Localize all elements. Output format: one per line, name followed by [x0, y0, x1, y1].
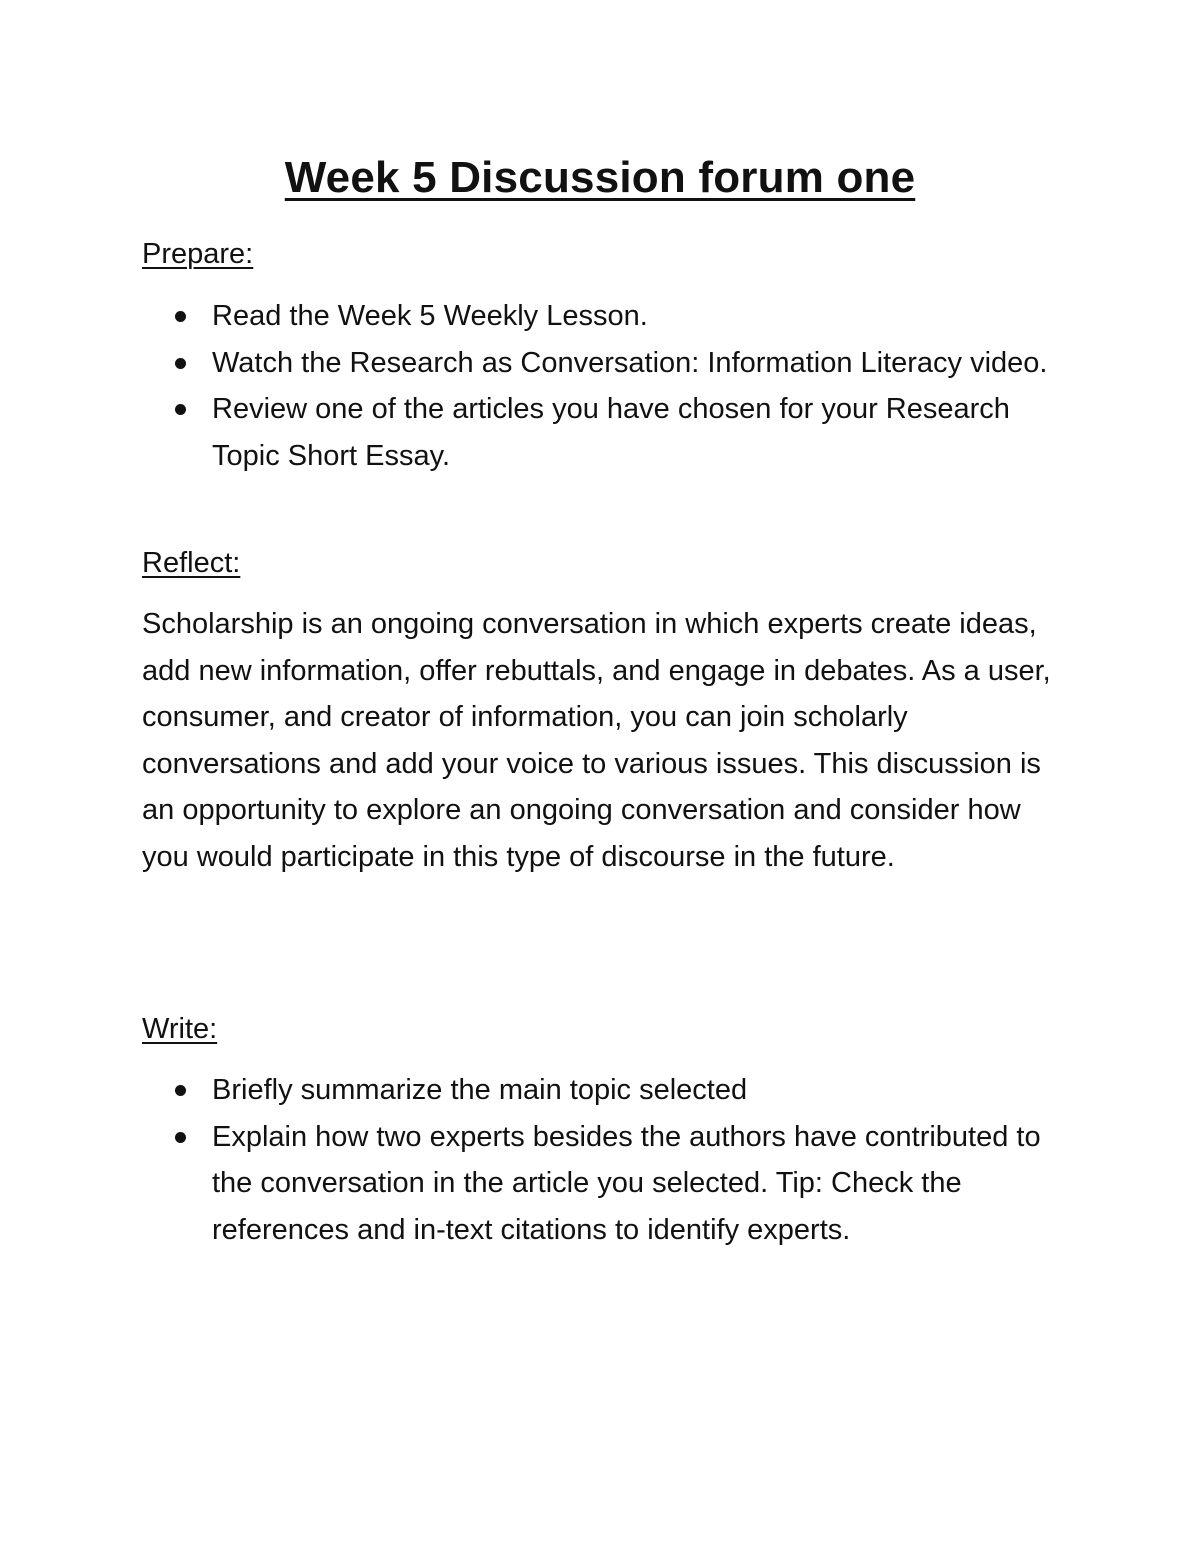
list-item	[142, 1067, 1082, 1114]
list-item	[142, 293, 1082, 340]
write-heading: Write:	[142, 1013, 218, 1045]
list-item-text: Briefly summarize the main topic selected	[212, 1074, 748, 1106]
page-title: Week 5 Discussion forum one	[284, 153, 916, 202]
reflect-heading: Reflect:	[142, 547, 241, 579]
list-item-text: Explain how two experts besides the authors have contributed to the conversation in the article you selected. Tip: Check the references and in-text citations to identify experts.	[212, 1120, 1041, 1246]
bullet-icon	[175, 1085, 186, 1096]
bullet-icon	[175, 1132, 186, 1143]
prepare-list	[142, 293, 1082, 479]
list-item	[142, 340, 1082, 387]
prepare-heading: Prepare:	[142, 238, 254, 270]
list-item-text: Read the Week 5 Weekly Lesson.	[212, 300, 648, 332]
bullet-icon	[175, 311, 186, 322]
list-item	[142, 1114, 1082, 1254]
list-item-text: Review one of the articles you have chosen for your Research Topic Short Essay.	[212, 393, 1010, 472]
list-item-text: Watch the Research as Conversation: Information Literacy video.	[212, 346, 1048, 379]
bullet-icon	[175, 358, 186, 369]
list-item	[142, 386, 1082, 479]
bullet-icon	[175, 404, 186, 415]
reflect-paragraph: Scholarship is an ongoing conversation in which experts create ideas, add new information, offer rebuttals, and engage in debates. As a user, consumer, and creator of information, you can join scholarly conversations and add your voice to various issues. This discussion is an opportunity to explore an ongoing conversation and consider how you would participate in this type of discourse in the future.	[142, 608, 1051, 873]
write-list	[142, 1067, 1082, 1253]
